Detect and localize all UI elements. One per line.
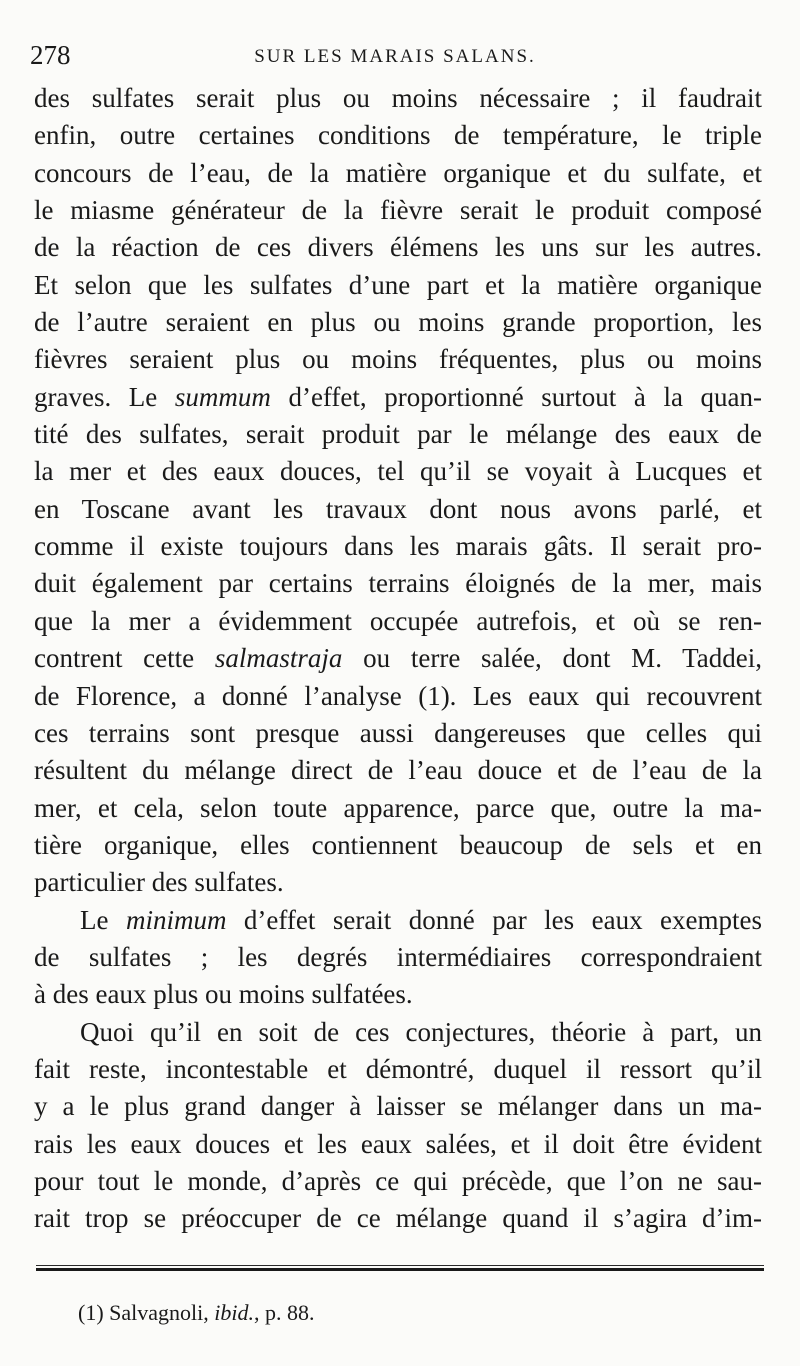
running-title: SUR LES MARAIS SALANS. (254, 46, 536, 67)
text-line: à des eaux plus ou moins sulfatées. (34, 979, 413, 1010)
text-line: rait trop se préoccuper de ce mélange quand il s’agira d’im- (34, 1203, 762, 1234)
text-line: la mer et des eaux douces, tel qu’il se voyait à Lucques et (34, 456, 762, 487)
footnote (78, 1300, 315, 1326)
text-line: de Florence, a donné l’analyse (1). Les eaux qui recouvrent (34, 680, 762, 711)
text-line: de l’autre seraient en plus ou moins grande proportion, les (34, 307, 762, 338)
text-line: concours de l’eau, de la matière organique et du sulfate, et (34, 157, 762, 188)
text-line: Le minimum d’effet serait donné par les eaux exemptes (80, 904, 762, 935)
italic-term: minimum (125, 904, 227, 935)
text-line: graves. Le summum d’effet, proportionné surtout à la quan- (34, 381, 762, 412)
text-line: fait reste, incontestable et démontré, duquel il ressort qu’il (34, 1053, 762, 1084)
text-line: de la réaction de ces divers élémens les uns sur les autres. (34, 232, 762, 263)
footnote-ibid: ibid. (214, 1300, 254, 1325)
footnote-marker: (1) (78, 1300, 104, 1325)
text-line: tité des sulfates, serait produit par le mélange des eaux de (34, 419, 762, 450)
text-line: tière organique, elles contiennent beaucoup de sels et en (34, 829, 762, 860)
text-line: résultent du mélange direct de l’eau douce et de l’eau de la (34, 755, 762, 786)
text-line: Quoi qu’il en soit de ces conjectures, théorie à part, un (80, 1016, 762, 1047)
text-line: rais les eaux douces et les eaux salées, et il doit être évident (34, 1128, 762, 1159)
text-line: Et selon que les sulfates d’une part et la matière organique (34, 269, 762, 300)
text-line: fièvres seraient plus ou moins fréquentes, plus ou moins (34, 344, 762, 375)
italic-term: salmastraja (214, 643, 343, 674)
text-line: mer, et cela, selon toute apparence, parce que, outre la ma- (34, 792, 762, 823)
text-line: enfin, outre certaines conditions de température, le triple (34, 120, 762, 151)
footnote-author: Salvagnoli, (109, 1300, 215, 1325)
footnote-rule (36, 1265, 764, 1266)
text-line: pour tout le monde, d’après ce qui précède, que l’on ne sau- (34, 1165, 762, 1196)
footnote-page: , p. 88. (254, 1300, 315, 1325)
page-number: 278 (30, 40, 71, 70)
text-line: duit également par certains terrains éloignés de la mer, mais (34, 568, 762, 599)
text-line: ces terrains sont presque aussi dangereuses que celles qui (34, 717, 762, 748)
text-line: en Toscane avant les travaux dont nous avons parlé, et (34, 493, 762, 524)
text-line: le miasme générateur de la fièvre serait le produit composé (34, 195, 762, 226)
footnote-rule-thick (36, 1268, 764, 1271)
text-line: que la mer a évidemment occupée autrefois, et où se ren- (34, 605, 762, 636)
page-header (30, 40, 760, 74)
text-line: y a le plus grand danger à laisser se mélanger dans un ma- (34, 1091, 762, 1122)
text-line: contrent cette salmastraja ou terre salée, dont M. Taddei, (34, 643, 762, 674)
body-text (34, 80, 762, 1238)
text-line: comme il existe toujours dans les marais gâts. Il serait pro- (34, 531, 762, 562)
italic-term: summum (174, 381, 271, 412)
text-line: particulier des sulfates. (34, 867, 284, 898)
text-line: des sulfates serait plus ou moins nécessaire ; il faudrait (34, 83, 762, 113)
text-line: de sulfates ; les degrés intermédiaires correspondraient (34, 941, 762, 972)
